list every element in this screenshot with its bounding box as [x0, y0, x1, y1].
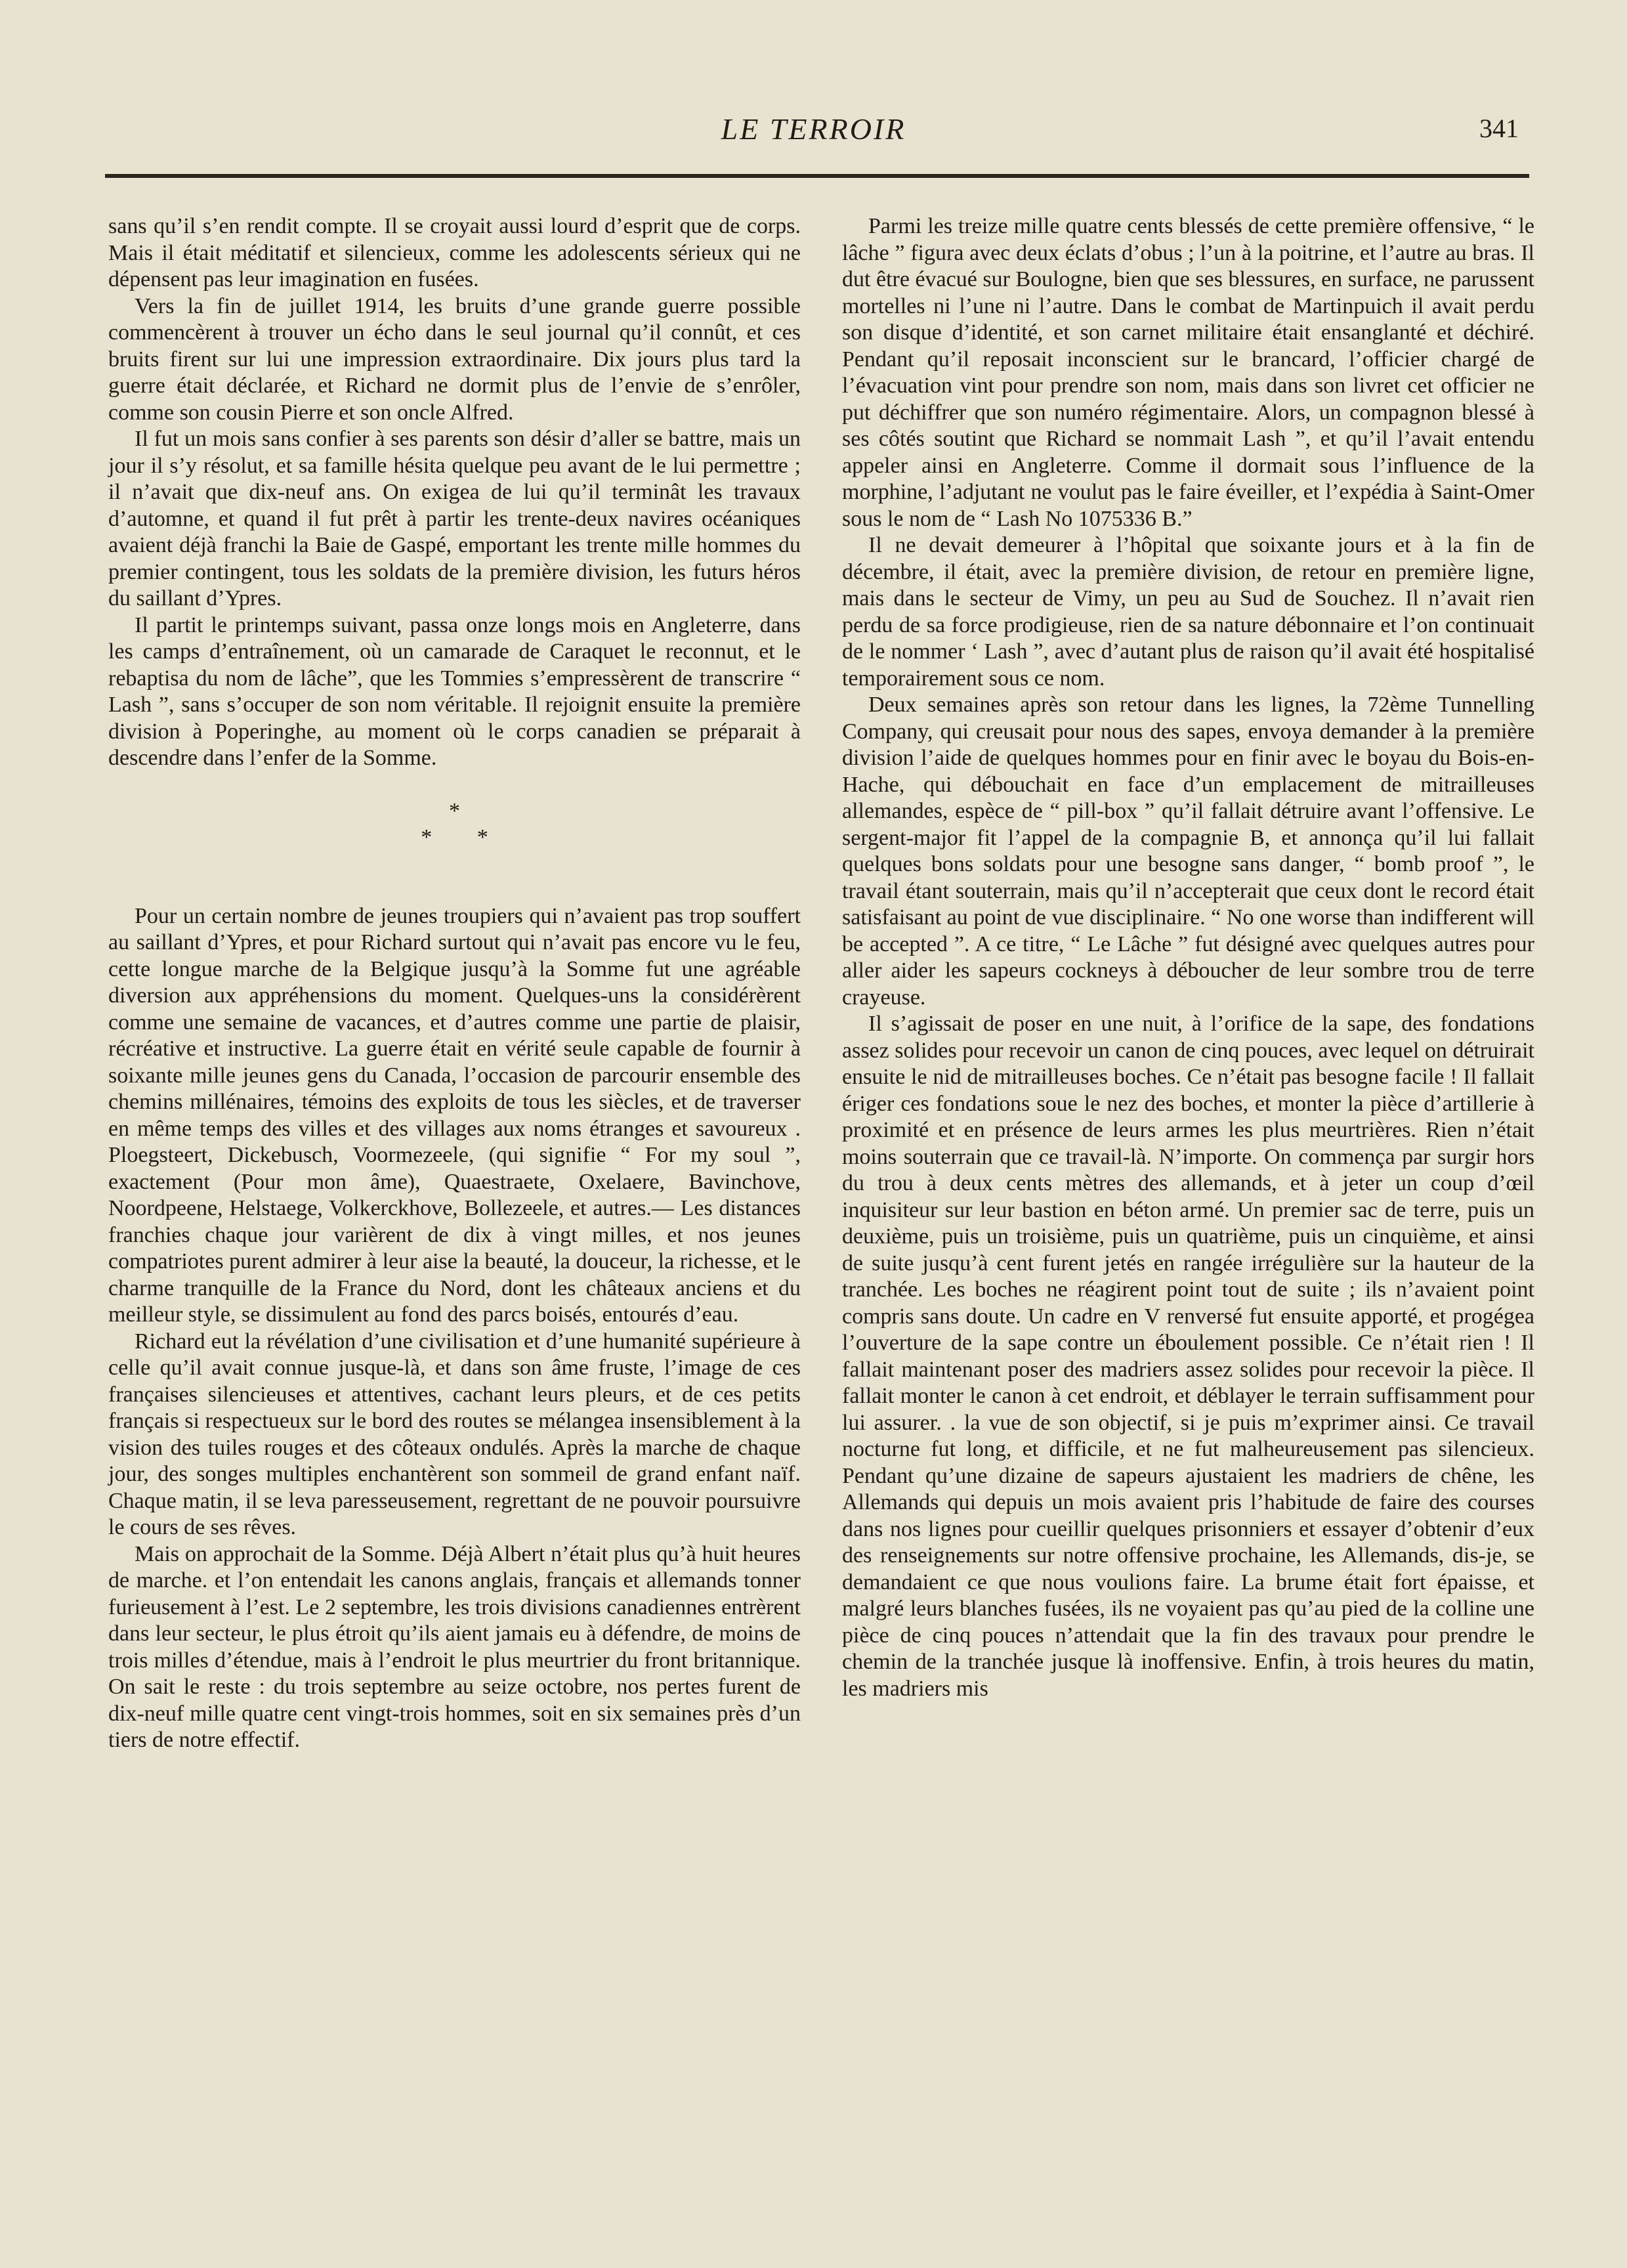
- paragraph: Il ne devait demeurer à l’hôpital que soixante jours et à la fin de décembre, il était, avec la première division, de retour en première ligne, mais dans le secteur de Vimy, un peu au Sud de Souchez. Il n’avait rien perdu de sa force prodigieuse, rien de sa nature débonnaire et l’on continuait de le nommer ‘ Lash ”, avec d’autant plus de raison qu’il avait été hospitalisé temporairement sous ce nom.: [842, 533, 1534, 691]
- asterisk-top: *: [449, 798, 460, 823]
- paragraph: Vers la fin de juillet 1914, les bruits d’une grande guerre possible commencèrent à trouver un écho dans le seul journal qu’il connût, et ces bruits firent sur lui une impression extraordinaire. Dix jours plus tard la guerre était déclarée, et Richard ne dormit plus de l’envie de s’enrôler, comme son cousin Pierre et son oncle Alfred.: [108, 293, 801, 425]
- left-column: [108, 213, 801, 1754]
- asterisk-pair: * *: [421, 824, 508, 849]
- paragraph: Il partit le printemps suivant, passa onze longs mois en Angleterre, dans les camps d’entraînement, où un camarade de Caraquet le reconnut, et le rebaptisa du nom de lâche”, que les Tommies s’empressèrent de transcrire “ Lash ”, sans s’occuper de son nom véritable. Il rejoignit ensuite la première division à Poperinghe, au moment où le corps canadien se préparait à descendre dans l’enfer de la Somme.: [108, 612, 801, 770]
- paragraph: Parmi les treize mille quatre cents blessés de cette première offensive, “ le lâche ” figura avec deux éclats d’obus ; l’un à la poitrine, et l’autre au bras. Il dut être évacué sur Boulogne, bien que ses blessures, en surface, ne parussent mortelles ni l’une ni l’autre. Dans le combat de Martinpuich il avait perdu son disque d’identité, et son carnet militaire était ensanglanté et déchiré. Pendant qu’il reposait inconscient sur le brancard, l’officier chargé de l’évacuation vint pour prendre son nom, mais dans son livret cet officier ne put déchiffrer que son numéro régimentaire. Alors, un compagnon blessé à ses côtés soutint que Richard se nommait Lash ”, et qu’il l’avait entendu appeler ainsi en Angleterre. Comme il dormait sous l’influence de la morphine, l’adjutant ne voulut pas le faire éveiller, et l’expédia à Saint-Omer sous le nom de “ Lash No 1075336 B.”: [842, 214, 1534, 531]
- paragraph: Deux semaines après son retour dans les lignes, la 72ème Tunnelling Company, qui creusait pour nous des sapes, envoya demander à la première division l’aide de quelques hommes pour en finir avec le boyau du Bois-en-Hache, qui débouchait en face d’un emplacement de mitrailleuses allemandes, espèce de “ pill-box ” qu’il fallait détruire avant l’offensive. Le sergent-major fit l’appel de la compagnie B, et annonça qu’il lui fallait quelques bons soldats pour une besogne sans danger, “ bomb proof ”, le travail étant souterrain, mais qu’il n’accepterait que ceux dont le record était satisfaisant au point de vue disciplinaire. “ No one worse than indifferent will be accepted ”. A ce titre, “ Le Lâche ” fut désigné avec quelques autres pour aller aider les sapeurs cockneys à déboucher de leur sombre trou de terre crayeuse.: [842, 693, 1534, 1010]
- paragraph: Pour un certain nombre de jeunes troupiers qui n’avaient pas trop souffert au saillant d’Ypres, et pour Richard surtout qui n’avait pas encore vu le feu, cette longue marche de la Belgique jusqu’à la Somme fut une agréable diversion aux appréhensions du moment. Quelques-uns la considérèrent comme une semaine de vacances, et d’autres comme une partie de plaisir, récréative et instructive. La guerre était en vérité seule capable de fournir à soixante mille jeunes gens du Canada, l’occasion de parcourir ensemble des chemins millénaires, témoins des exploits de tous les siècles, et de traverser en même temps des villes et des villages aux noms étranges et savoureux . Ploegsteert, Dickebusch, Voormezeele, (qui signifie “ For my soul ”, exactement (Pour mon âme), Quaestraete, Oxelaere, Bavinchove, Noordpeene, Helstaege, Volkerckhove, Bollezeele, et autres.— Les distances franchies chaque jour varièrent de dix à vingt milles, et nos jeunes compatriotes purent admirer à leur aise la beauté, la douceur, la richesse, et le charme tranquille de la France du Nord, dont les châteaux anciens et du meilleur style, se dissimulent au fond des parcs boisés, entourés d’eau.: [108, 903, 801, 1327]
- paragraph: Richard eut la révélation d’une civilisation et d’une humanité supérieure à celle qu’il avait connue jusque-là, et dans son âme fruste, l’image de ces françaises silencieuses et attentives, cachant leurs pleurs, et de ces petits français si respectueux sur le bord des routes se mélangea insensiblement à la vision des tuiles rouges et des côteaux ondulés. Après la marche de chaque jour, des songes multiples enchantèrent son sommeil de grand enfant naïf. Chaque matin, il se leva paresseusement, regrettant de ne pouvoir poursuivre le cours de ses rêves.: [108, 1329, 801, 1539]
- paragraph: Il s’agissait de poser en une nuit, à l’orifice de la sape, des fondations assez solides pour recevoir un canon de cinq pouces, avec lequel on détruirait ensuite le nid de mitrailleuses boches. Ce n’était pas besogne facile ! Il fallait ériger ces fondations soue le nez des boches, et monter la pièce d’artillerie à proximité et en présence de leurs armes les plus meurtrières. Rien n’était moins souterrain que ce travail-là. N’importe. On commença par surgir hors du trou à deux cents mètres des allemands, et à jeter un coup d’œil inquisiteur sur leur bastion en béton armé. Un premier sac de terre, puis un deuxième, puis un troisième, puis un quatrième, puis un cinquième, et ainsi de suite jusqu’à cent furent jetés en rangée irrégulière sur la hauteur de la tranchée. Les boches ne réagirent point tout de suite ; ils n’avaient point compris sans doute. Un cadre en V renversé fut ensuite apporté, et progégea l’ouverture de la sape contre un éboulement possible. Ce n’était rien ! Il fallait maintenant poser des madriers assez solides pour recevoir la pièce. Il fallait monter le canon à cet endroit, et déblayer le terrain suffisamment pour lui assurer. . la vue de son objectif, si je puis m’exprimer ainsi. Ce travail nocturne fut long, et difficile, et ne fut malheureusement pas silencieux. Pendant qu’une dizaine de sapeurs ajustaient les madriers de chêne, les Allemands qui depuis un mois avaient pris l’habitude de faire des courses dans nos lignes pour cueillir quelques prisonniers et essayer d’obtenir d’eux des renseignements sur notre offensive prochaine, les Allemands, dis-je, se demandaient ce que nous voulions faire. La brume était fort épaisse, et malgré leurs blanches fusées, ils ne voyaient pas qu’au pied de la colline une pièce de cinq pouces n’attendait que la fin des travaux pour prendre le chemin de la tranchée jusque là inoffensive. Enfin, à trois heures du matin, les madriers mis: [842, 1012, 1534, 1701]
- page-number: 341: [1479, 114, 1519, 143]
- section-break-asterisks: [108, 798, 801, 851]
- paragraph: Mais on approchait de la Somme. Déjà Albert n’était plus qu’à huit heures de marche. et l’on entendait les canons anglais, français et allemands tonner furieusement à l’est. Le 2 septembre, les trois divisions canadiennes entrèrent dans leur secteur, le plus étroit qu’ils aient jamais eu à défendre, de moins de trois milles d’étendue, mais à l’endroit le plus meurtrier du front britannique. On sait le reste : du trois septembre au seize octobre, nos pertes furent de dix-neuf mille quatre cent vingt-trois hommes, soit en six semaines près d’un tiers de notre effectif.: [108, 1541, 801, 1752]
- running-header-title: LE TERROIR: [721, 112, 906, 146]
- header-rule: [105, 174, 1529, 178]
- right-column: [842, 213, 1534, 1702]
- paragraph: Il fut un mois sans confier à ses parents son désir d’aller se battre, mais un jour il s’y résolut, et sa famille hésita quelque peu avant de le lui permettre ; il n’avait que dix-neuf ans. On exigea de lui qu’il terminât les travaux d’automne, et quand il fut prêt à partir les trente-deux navires océaniques avaient déjà franchi la Baie de Gaspé, emportant les trente mille hommes du premier contingent, tous les soldats de la première division, les futurs héros du saillant d’Ypres.: [108, 427, 801, 610]
- paragraph: sans qu’il s’en rendit compte. Il se croyait aussi lourd d’esprit que de corps. Mais il était méditatif et silencieux, comme les adolescents sérieux qui ne dépensent pas leur imagination en fusées.: [108, 214, 801, 291]
